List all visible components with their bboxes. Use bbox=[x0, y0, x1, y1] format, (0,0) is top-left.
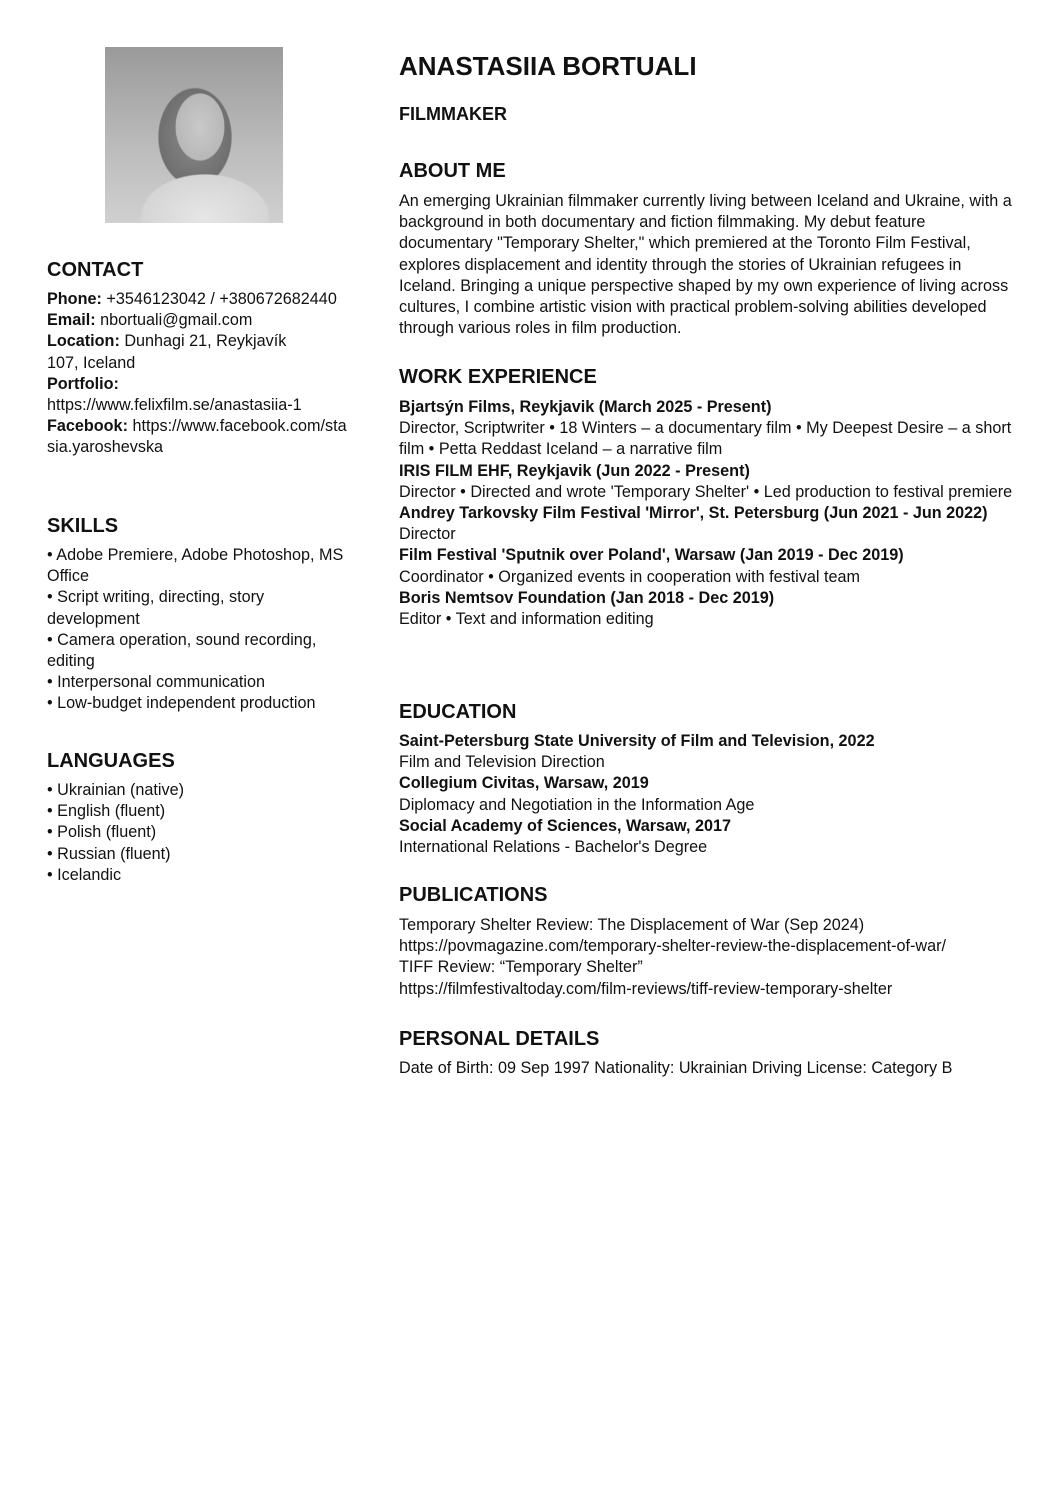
about-text: An emerging Ukrainian filmmaker currently living between Iceland and Ukraine, with a background in both documentary and fiction filmmaking. My debut feature documentary "Temporary Shelter," which premiered at the Toronto Film Festival, explores displacement and identity through the stories of Ukrainian refugees in Iceland. Bringing a unique perspective shaped by my own experience of living across cultures, I combine artistic vision with practical problem-solving abilities developed through various roles in film production. bbox=[399, 192, 1012, 338]
work-title: Boris Nemtsov Foundation (Jan 2018 - Dec 2019) bbox=[399, 588, 775, 607]
education-title: Social Academy of Sciences, Warsaw, 2017 bbox=[399, 816, 732, 835]
language-item: • English (fluent) bbox=[47, 802, 166, 821]
work-title: Film Festival 'Sputnik over Poland', Warsaw (Jan 2019 - Dec 2019) bbox=[399, 546, 904, 565]
work-desc: Director • Directed and wrote 'Temporary Shelter' • Led production to festival premiere bbox=[399, 482, 1013, 501]
education-list bbox=[399, 731, 1024, 858]
education-title: Collegium Civitas, Warsaw, 2019 bbox=[399, 774, 649, 793]
phone-value: +3546123042 / +380672682440 bbox=[106, 290, 337, 308]
skill-item: • Interpersonal communication bbox=[47, 673, 266, 692]
skill-item: • Script writing, directing, story development bbox=[47, 588, 265, 628]
education-desc: Film and Television Direction bbox=[399, 753, 605, 772]
publication-title: TIFF Review: “Temporary Shelter” bbox=[399, 958, 643, 977]
phone-label: Phone: bbox=[47, 290, 102, 308]
languages-list bbox=[47, 780, 347, 886]
portfolio-label: Portfolio: bbox=[47, 374, 119, 393]
facebook-link[interactable]: https://www.facebook.com/stasia.yaroshevska bbox=[47, 417, 347, 457]
languages-heading: LANGUAGES bbox=[47, 750, 175, 772]
language-item: • Icelandic bbox=[47, 865, 122, 884]
work-heading: WORK EXPERIENCE bbox=[399, 366, 597, 388]
location-label: Location: bbox=[47, 332, 120, 351]
publications-heading: PUBLICATIONS bbox=[399, 884, 548, 906]
contact-heading: CONTACT bbox=[47, 259, 144, 281]
work-desc: Director, Scriptwriter • 18 Winters – a documentary film • My Deepest Desire – a short film • Petta Reddast Iceland – a narrative film bbox=[399, 419, 1012, 459]
work-desc: Director bbox=[399, 525, 456, 544]
portfolio-link[interactable]: https://www.felixfilm.se/anastasiia-1 bbox=[47, 396, 302, 415]
work-list bbox=[399, 397, 1024, 630]
contact-facebook bbox=[47, 416, 347, 458]
contact-location bbox=[47, 331, 317, 373]
skill-item: • Low-budget independent production bbox=[47, 694, 316, 713]
profile-photo bbox=[105, 47, 283, 223]
email-label: Email: bbox=[47, 311, 96, 330]
candidate-title: FILMMAKER bbox=[399, 104, 507, 124]
skills-heading: SKILLS bbox=[47, 515, 119, 537]
work-desc: Editor • Text and information editing bbox=[399, 610, 654, 629]
work-title: IRIS FILM EHF, Reykjavik (Jun 2022 - Present) bbox=[399, 461, 750, 480]
language-item: • Polish (fluent) bbox=[47, 823, 157, 842]
education-desc: International Relations - Bachelor's Degree bbox=[399, 838, 708, 857]
language-item: • Russian (fluent) bbox=[47, 844, 171, 863]
publication-link[interactable]: https://filmfestivaltoday.com/film-reviews/tiff-review-temporary-shelter bbox=[399, 979, 893, 998]
skills-list bbox=[47, 545, 347, 715]
language-item: • Ukrainian (native) bbox=[47, 781, 185, 799]
contact-portfolio bbox=[47, 374, 347, 416]
facebook-label: Facebook: bbox=[47, 417, 128, 436]
skill-item: • Adobe Premiere, Adobe Photoshop, MS Office bbox=[47, 546, 344, 586]
work-title: Bjartsýn Films, Reykjavik (March 2025 - Present) bbox=[399, 398, 772, 416]
publications-list bbox=[399, 915, 1039, 1000]
location-value: Dunhagi 21, Reykjavík 107, Iceland bbox=[47, 332, 287, 372]
contact-phone bbox=[47, 289, 347, 310]
education-desc: Diplomacy and Negotiation in the Information Age bbox=[399, 795, 755, 814]
work-desc: Coordinator • Organized events in cooperation with festival team bbox=[399, 567, 860, 586]
contact-section bbox=[47, 289, 347, 459]
work-title: Andrey Tarkovsky Film Festival 'Mirror', St. Petersburg (Jun 2021 - Jun 2022) bbox=[399, 504, 988, 523]
skill-item: • Camera operation, sound recording, editing bbox=[47, 630, 317, 671]
contact-email bbox=[47, 310, 347, 331]
publication-link[interactable]: https://povmagazine.com/temporary-shelter-review-the-displacement-of-war/ bbox=[399, 937, 946, 956]
publication-title: Temporary Shelter Review: The Displacement of War (Sep 2024) bbox=[399, 916, 865, 934]
education-heading: EDUCATION bbox=[399, 701, 517, 723]
personal-details-text: Date of Birth: 09 Sep 1997 Nationality: Ukrainian Driving License: Category B bbox=[399, 1059, 953, 1077]
personal-heading: PERSONAL DETAILS bbox=[399, 1028, 600, 1050]
about-heading: ABOUT ME bbox=[399, 160, 506, 182]
email-value[interactable]: nbortuali@gmail.com bbox=[100, 311, 253, 330]
education-title: Saint-Petersburg State University of Film and Television, 2022 bbox=[399, 732, 875, 750]
candidate-name: ANASTASIIA BORTUALI bbox=[399, 51, 697, 81]
